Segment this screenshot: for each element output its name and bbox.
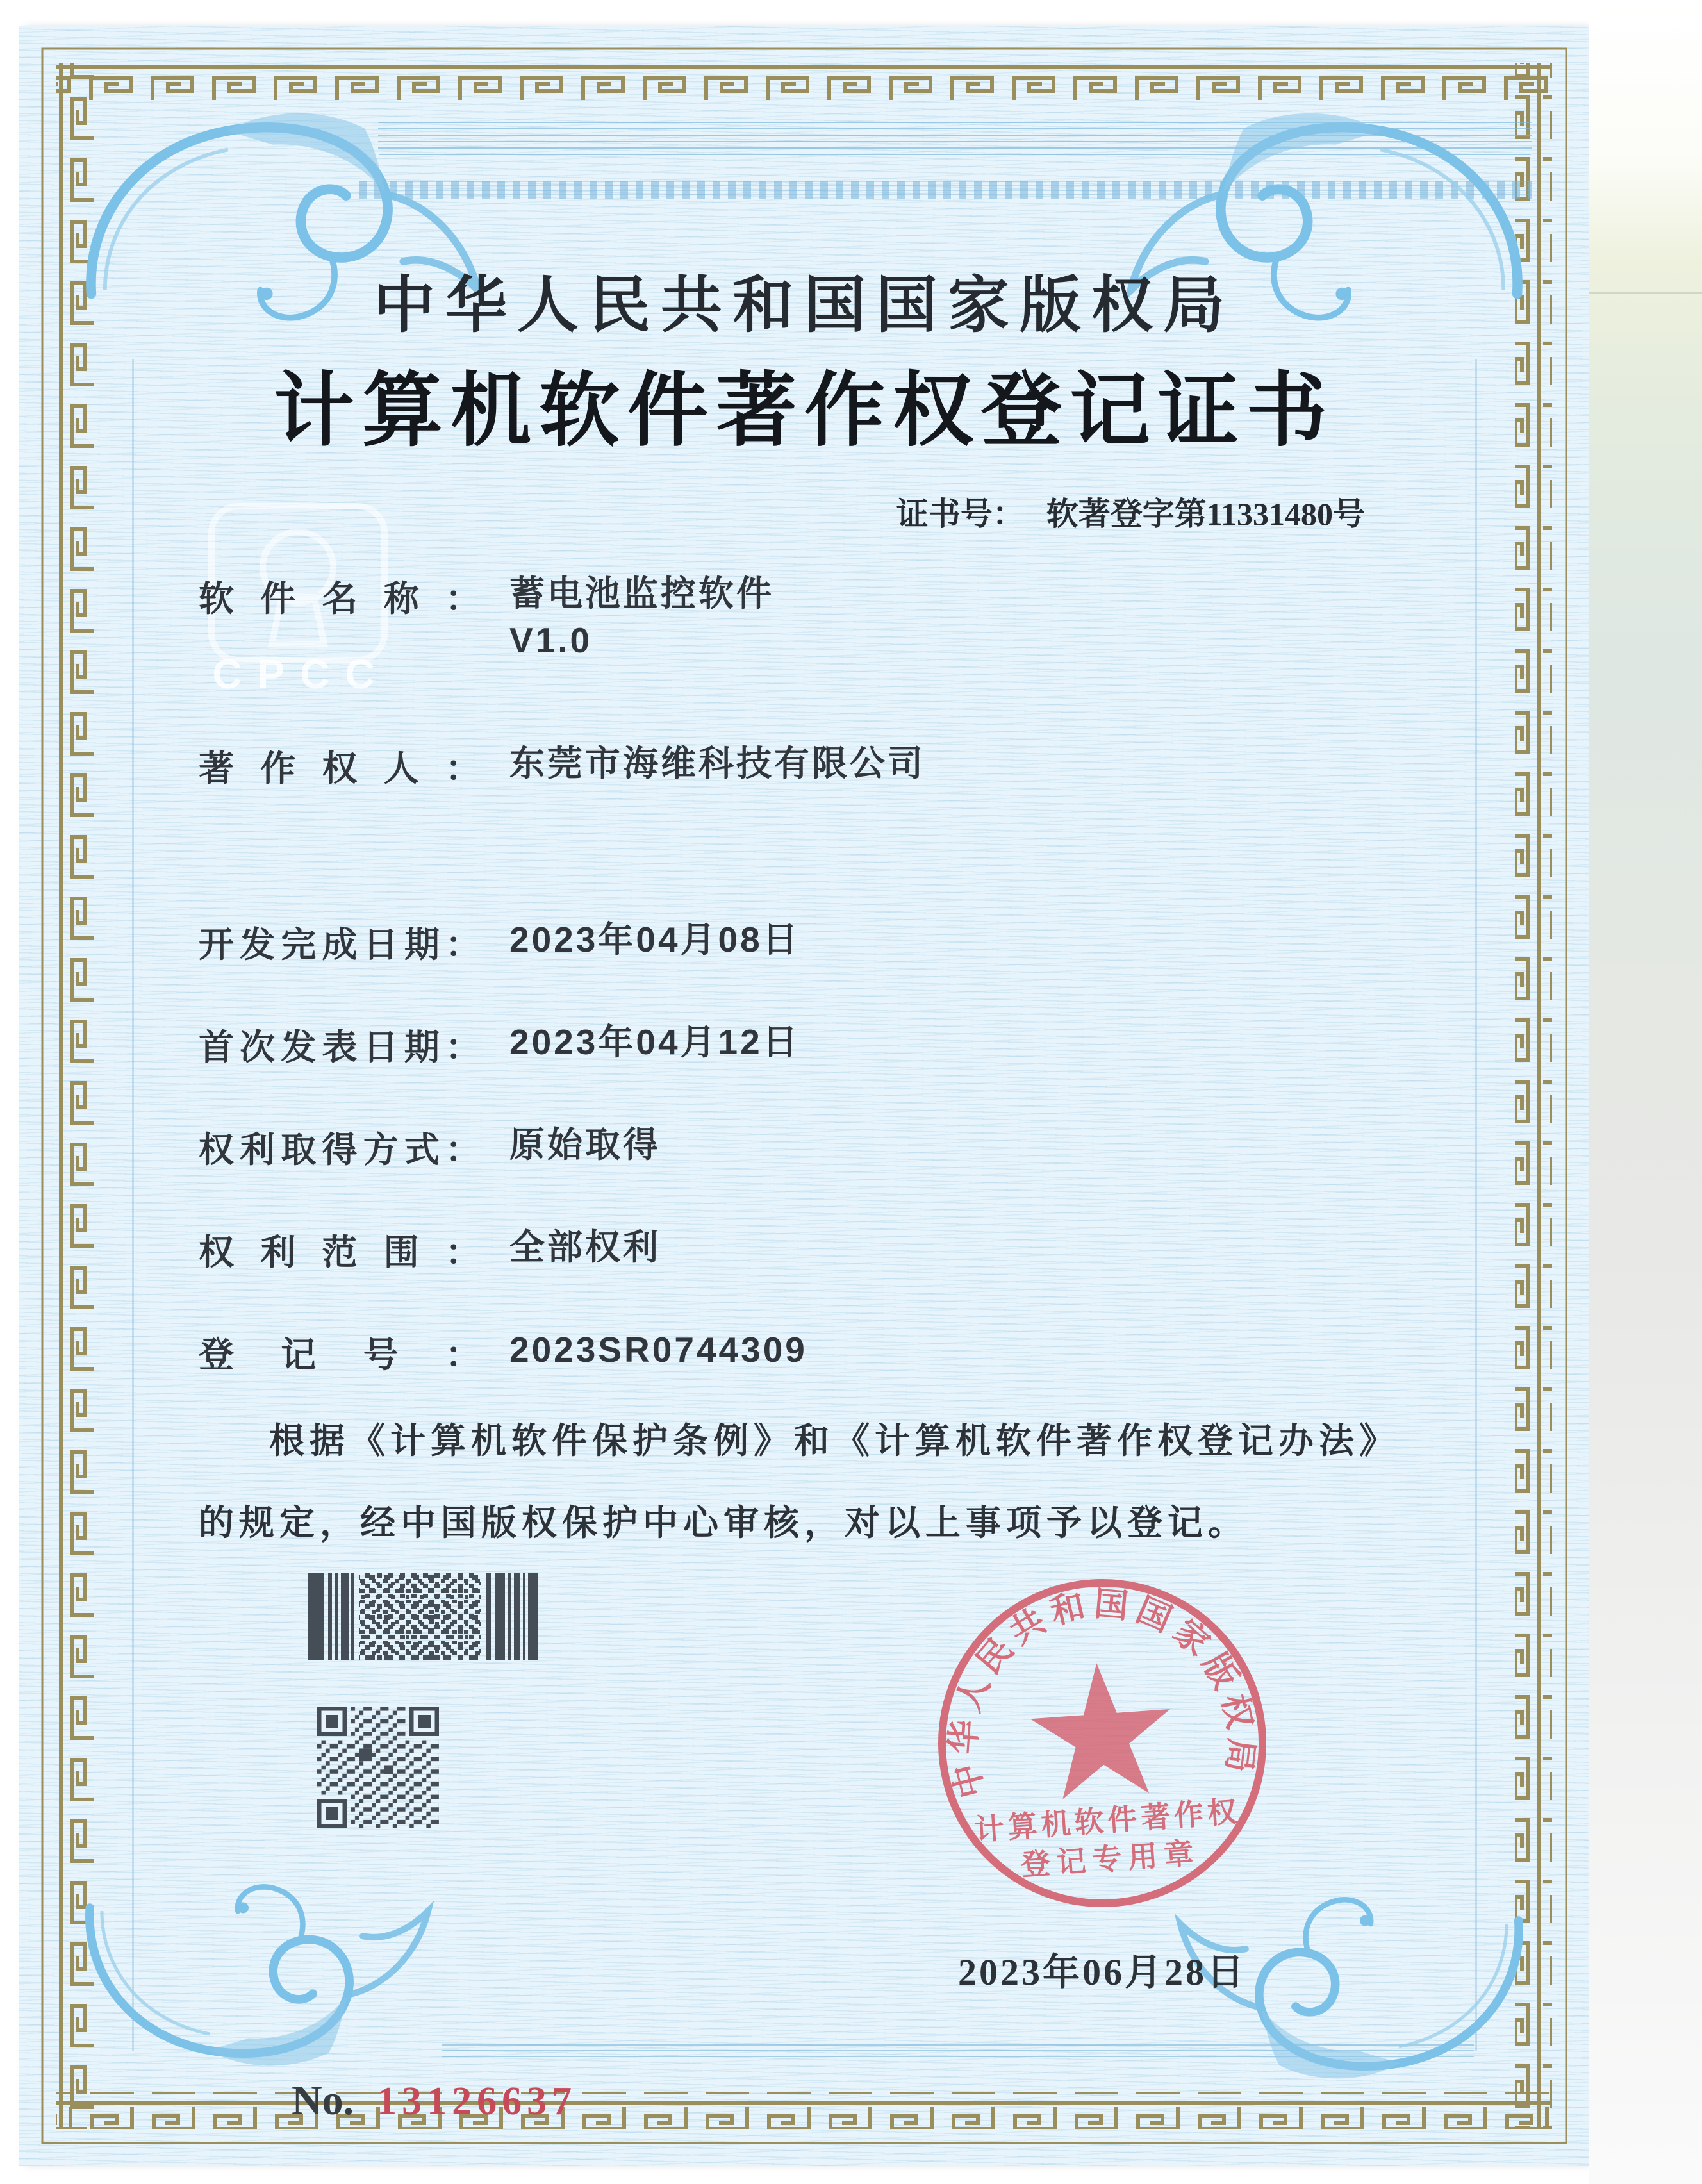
field-row-rights-scope bbox=[199, 1224, 1480, 1275]
field-value bbox=[509, 570, 774, 663]
qr-code bbox=[317, 1707, 439, 1828]
scanner-background-strip bbox=[1589, 0, 1702, 2184]
certificate-number-label: 证书号： bbox=[896, 496, 1025, 532]
field-label: 首次发表日期： bbox=[199, 1027, 481, 1067]
serial-number-label: No. bbox=[292, 2077, 354, 2124]
field-value: 东莞市海维科技有限公司 bbox=[509, 743, 926, 783]
corner-flourish-bottom-left bbox=[80, 1826, 439, 2083]
seal-text-line2: 登记专用章 bbox=[1020, 1835, 1202, 1882]
field-value: 全部权利 bbox=[509, 1227, 661, 1267]
field-row-first-publish-date bbox=[199, 1019, 1480, 1070]
certificate-number-row bbox=[596, 488, 1365, 534]
field-row-software-name bbox=[199, 570, 1480, 663]
issue-date: 2023年06月28日 bbox=[957, 1951, 1246, 1993]
official-seal bbox=[932, 1573, 1272, 1913]
cpcc-watermark-text: CPCC bbox=[212, 651, 390, 697]
field-label: 权利取得方式： bbox=[199, 1130, 481, 1170]
field-label: 登记号： bbox=[199, 1335, 481, 1375]
field-value-line1: 蓄电池监控软件 bbox=[509, 574, 775, 613]
field-value: 2023年04月08日 bbox=[509, 920, 800, 959]
serial-number-value: 13126637 bbox=[377, 2080, 577, 2123]
field-label: 软件名称： bbox=[199, 579, 481, 618]
scan-crease-line bbox=[1589, 292, 1702, 294]
certificate-paper bbox=[19, 26, 1589, 2166]
field-label: 著作权人： bbox=[199, 749, 481, 788]
field-row-copyright-owner bbox=[199, 740, 1480, 791]
certificate-title: 计算机软件著作权登记证书 bbox=[274, 367, 1335, 456]
field-value-line2: V1.0 bbox=[509, 620, 593, 660]
field-row-dev-complete-date bbox=[199, 916, 1480, 967]
field-label: 权利范围： bbox=[199, 1232, 481, 1272]
issuing-authority-title: 中华人民共和国国家版权局 bbox=[374, 271, 1235, 340]
serial-number-row bbox=[292, 2076, 577, 2125]
seal-text-line1: 计算机软件著作权 bbox=[973, 1794, 1242, 1847]
seal-star bbox=[1027, 1659, 1176, 1801]
certificate-number-value: 软著登字第11331480号 bbox=[1046, 496, 1365, 532]
barcode bbox=[308, 1573, 538, 1660]
inner-rule-left bbox=[132, 359, 134, 2051]
field-value: 2023年04月12日 bbox=[509, 1022, 800, 1062]
field-label: 开发完成日期： bbox=[199, 925, 481, 964]
field-row-rights-acquisition bbox=[199, 1121, 1480, 1172]
field-value: 2023SR0744309 bbox=[509, 1330, 807, 1369]
field-value: 原始取得 bbox=[509, 1125, 661, 1164]
field-row-registration-number bbox=[199, 1327, 1480, 1377]
seal-ring-text: 中华人民共和国国家版权局 bbox=[945, 1585, 1260, 1802]
registration-statement: 根据《计算机软件保护条例》和《计算机软件著作权登记办法》的规定，经中国版权保护中心审核，对以上事项予以登记。 bbox=[199, 1421, 1400, 1543]
